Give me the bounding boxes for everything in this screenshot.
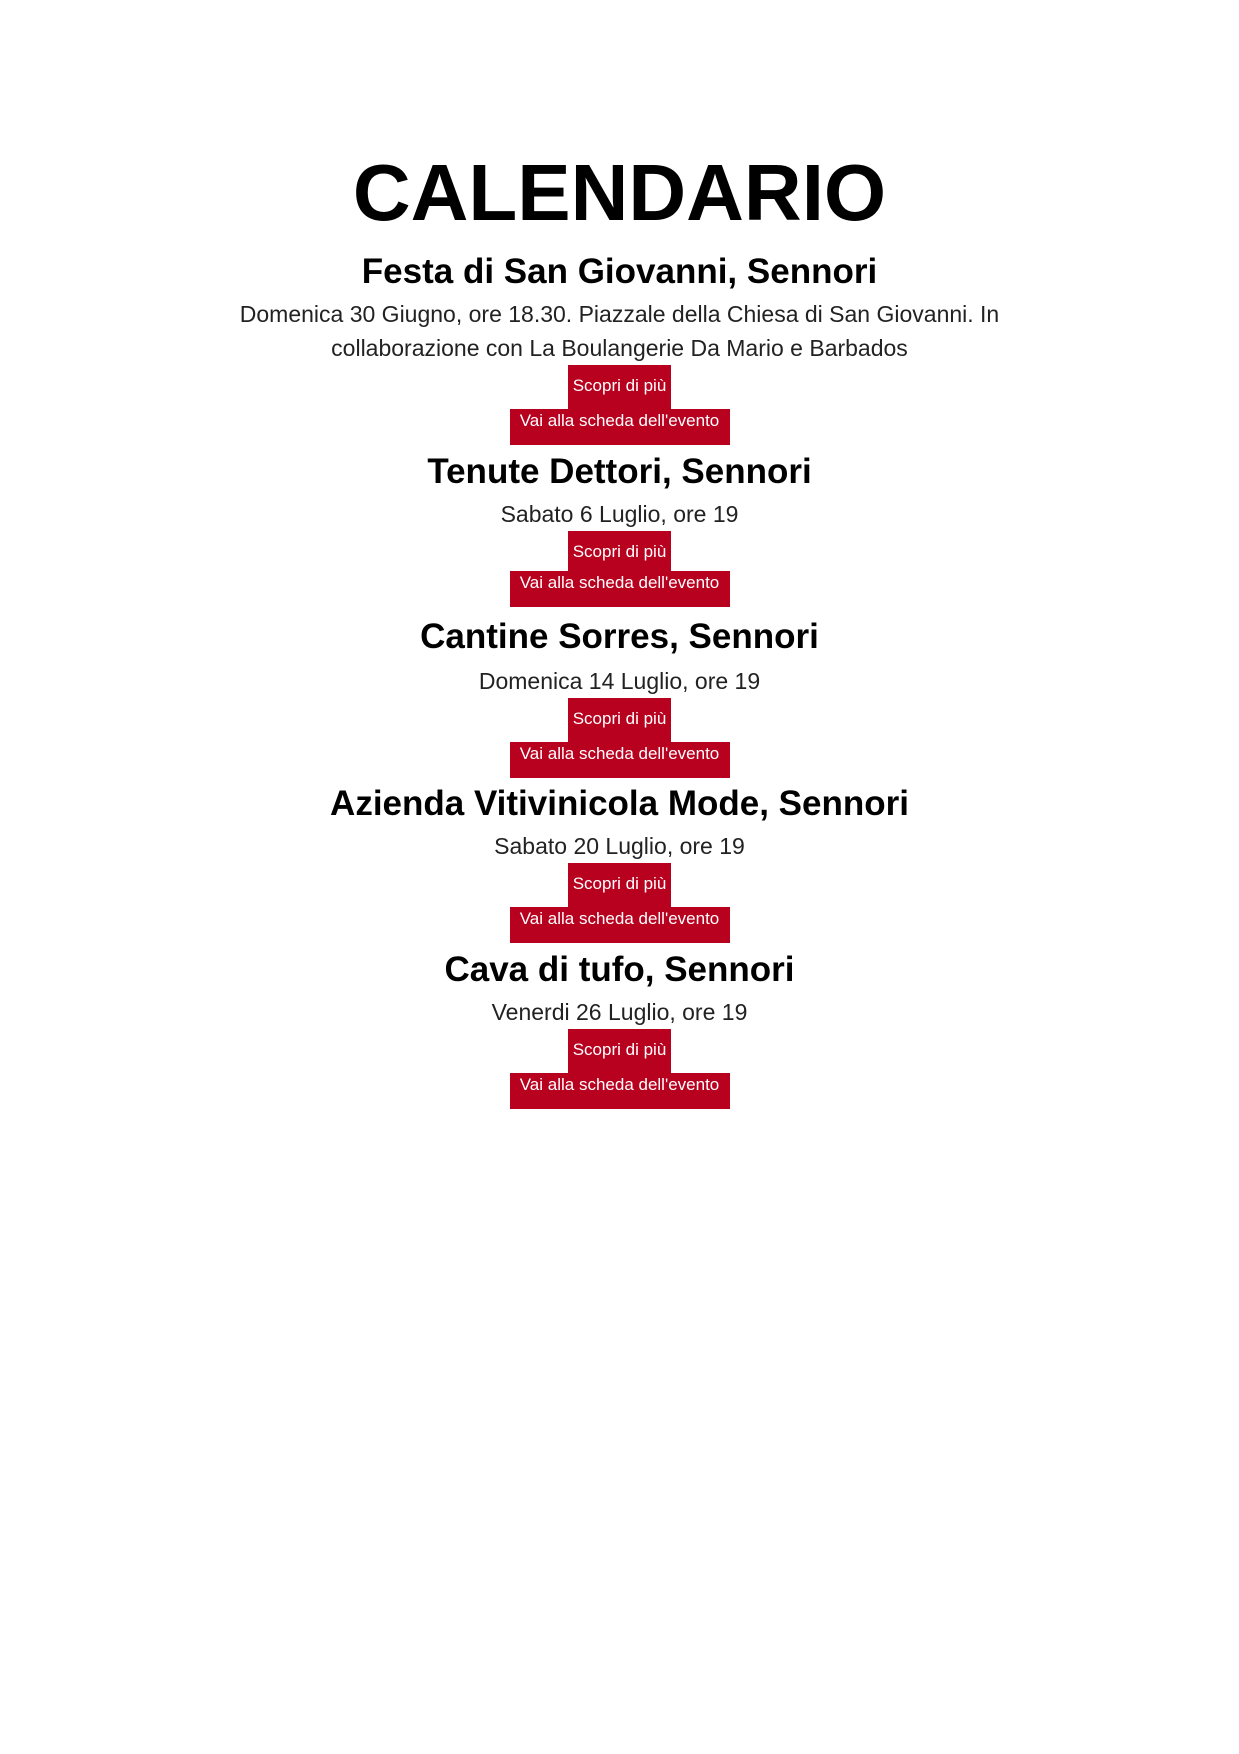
- discover-more-button[interactable]: Scopri di più: [568, 531, 671, 571]
- event-sheet-button[interactable]: Vai alla scheda dell'evento: [510, 907, 730, 943]
- discover-more-button[interactable]: Scopri di più: [568, 365, 671, 409]
- event-title: Azienda Vitivinicola Mode, Sennori: [330, 784, 909, 823]
- discover-more-button[interactable]: Scopri di più: [568, 863, 671, 907]
- event-description: Venerdi 26 Luglio, ore 19: [491, 999, 748, 1025]
- page-title: CALENDARIO: [352, 148, 887, 237]
- event-sheet-button[interactable]: Vai alla scheda dell'evento: [510, 1073, 730, 1109]
- event-description: Domenica 30 Giugno, ore 18.30. Piazzale della Chiesa di San Giovanni. In collaborazione con La Boulangerie Da Mario e Barbados: [239, 301, 1000, 361]
- event-item: [0, 948, 1239, 1109]
- event-description: Sabato 20 Luglio, ore 19: [494, 833, 745, 859]
- event-title: Tenute Dettori, Sennori: [427, 452, 812, 491]
- event-sheet-button[interactable]: Vai alla scheda dell'evento: [510, 409, 730, 445]
- discover-more-button[interactable]: Scopri di più: [568, 1029, 671, 1073]
- event-sheet-button[interactable]: Vai alla scheda dell'evento: [510, 571, 730, 607]
- event-item: [0, 250, 1239, 445]
- event-item: [0, 615, 1239, 778]
- event-title: Cava di tufo, Sennori: [444, 950, 795, 989]
- event-sheet-button[interactable]: Vai alla scheda dell'evento: [510, 742, 730, 778]
- event-description: Domenica 14 Luglio, ore 19: [478, 668, 761, 694]
- event-description: Sabato 6 Luglio, ore 19: [500, 501, 739, 527]
- discover-more-button[interactable]: Scopri di più: [568, 698, 671, 742]
- event-item: [0, 450, 1239, 607]
- event-title: Festa di San Giovanni, Sennori: [361, 252, 878, 291]
- event-title: Cantine Sorres, Sennori: [420, 617, 819, 656]
- event-item: [0, 782, 1239, 943]
